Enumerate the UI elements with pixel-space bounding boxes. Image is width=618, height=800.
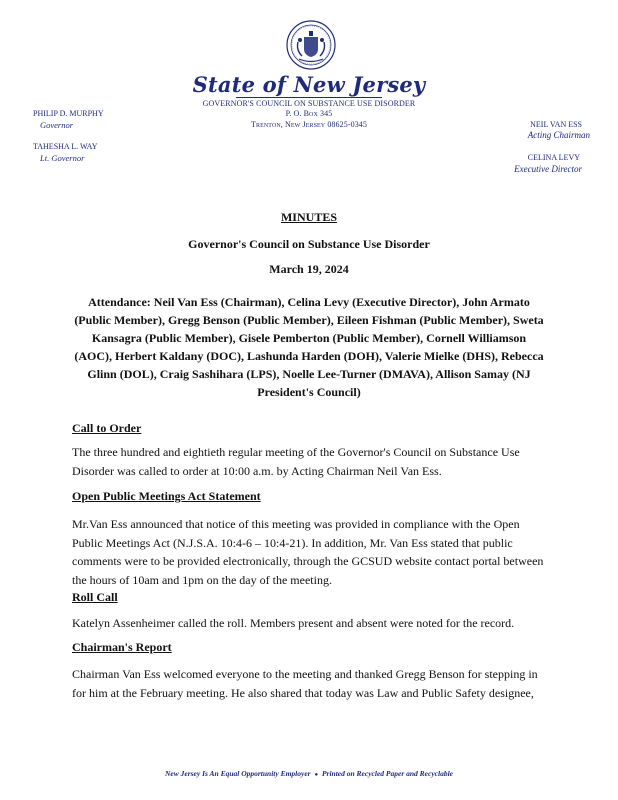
state-title: State of New Jersey [192, 72, 426, 97]
attendance-list: Attendance: Neil Van Ess (Chairman), Celina Levy (Executive Director), John Armato (Public Member), Gregg Benson (Public Member), Eileen Fishman (Public Member), Sweta Kansagra (Public Member), Gisele Pemberton (Public Member), Cornell Williamson (AOC), Herbert Kaldany (DOC), Lashunda Harden (DOH), Valerie Mielke (DHS), Rebecca Glinn (DOL), Craig Sashihara (LPS), Noelle Lee-Turner (DMAVA), Allison Samay (NJ President's Council) [74, 295, 544, 399]
section-body-open-public-meetings: Mr.Van Ess announced that notice of this meeting was provided in compliance with the Open Public Meetings Act (N.J.S.A. 10:4-6 – 10:4-21). In addition, Mr. Van Ess stated that public comments were to be provided electronically, through the GCSUD website contact portal between the hours of 10am and 1pm on the day of the meeting. [72, 517, 544, 587]
director-name: CELINA LEVY [527, 153, 580, 162]
page-footer [0, 769, 618, 778]
section-body-roll-call: Katelyn Assenheimer called the roll. Members present and absent were noted for the record. [72, 616, 515, 630]
po-box: P. O. Box 345 [285, 109, 333, 118]
footer-recycled: Printed on Recycled Paper and Recyclable [321, 769, 453, 778]
meeting-date: March 19, 2024 [269, 262, 349, 276]
section-heading-open-public-meetings: Open Public Meetings Act Statement [72, 489, 261, 503]
chair-name: NEIL VAN ESS [530, 120, 582, 129]
minutes-heading: MINUTES [280, 210, 337, 224]
section-body-call-to-order: The three hundred and eightieth regular meeting of the Governor's Council on Substance Use Disorder was called to order at 10:00 a.m. by Acting Chairman Neil Van Ess. [72, 445, 520, 478]
section-heading-chairmans-report: Chairman's Report [72, 640, 172, 654]
council-name: GOVERNOR'S COUNCIL ON SUBSTANCE USE DISORDER [202, 99, 416, 108]
lt-governor-title: Lt. Governor [40, 153, 85, 163]
section-heading-roll-call: Roll Call [72, 590, 118, 604]
director-title: Executive Director [514, 164, 582, 174]
council-subtitle: Governor's Council on Substance Use Disorder [188, 237, 430, 251]
footer-bullet: ● [314, 772, 319, 778]
state-seal-icon [286, 20, 336, 70]
section-heading-call-to-order: Call to Order [72, 421, 142, 435]
title-rule [236, 97, 382, 98]
lt-governor-name: TAHESHA L. WAY [33, 142, 98, 151]
chair-title: Acting Chairman [527, 130, 590, 140]
governor-name: PHILIP D. MURPHY [33, 109, 104, 118]
section-body-chairmans-report: Chairman Van Ess welcomed everyone to the meeting and thanked Gregg Benson for stepping in for him at the February meeting. He also shared that today was Law and Public Safety designee, [72, 667, 538, 700]
governor-title: Governor [40, 120, 74, 130]
footer-employer: New Jersey Is An Equal Opportunity Employer [165, 769, 311, 778]
city-line: Trenton, New Jersey 08625-0345 [251, 120, 367, 129]
